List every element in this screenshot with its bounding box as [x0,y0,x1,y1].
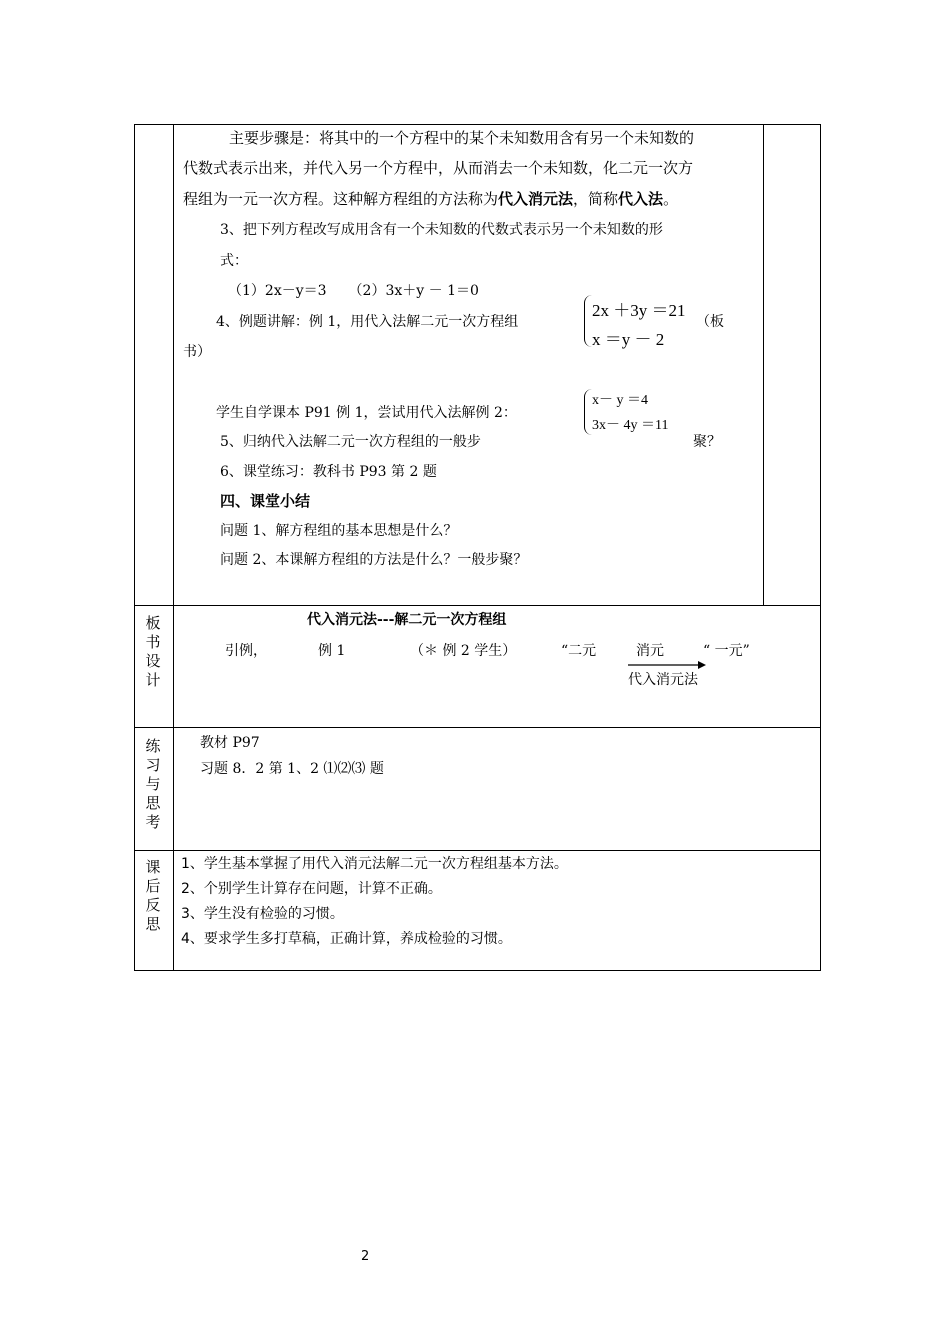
board-arrow [628,660,706,670]
side-column-divider [763,124,764,606]
reflection-item: 1、学生基本掌握了用代入消元法解二元一次方程组基本方法。 [181,856,568,872]
board-example-2: （＊ 例 2 学生） [410,643,517,659]
self-study-text: 学生自学课本 P91 例 1，尝试用代入法解例 2： [216,405,517,421]
row-divider-1 [134,605,821,606]
item-5-suffix: 聚？ [693,434,721,450]
equation-1: 2x－y＝3 [264,283,327,299]
equation-2: 3x＋y － 1＝0 [385,283,479,299]
board-action: 消元 [636,643,664,659]
item-4-text: 4、例题讲解：例 1，用代入法解二元一次方程组 [216,314,519,330]
practice-line-1: 教材 P97 [200,735,260,751]
term-substitution-elimination: 代入消元法 [498,190,574,208]
equation-1-label: （1） [228,283,265,299]
reflection-item: 4、要求学生多打草稿，正确计算，养成检验的习惯。 [181,931,512,947]
procedure-paragraph-line3 [183,189,678,209]
row-divider-2 [134,727,821,728]
heading-summary: 四、课堂小结 [220,492,311,510]
table-border-left [134,124,135,971]
practice-line-2: 习题 8．2 第 1、2 ⑴⑵⑶ 题 [200,761,384,777]
term-substitution-method: 代入法 [618,190,664,208]
reflection-label: 课后反思 [145,858,161,933]
question-1: 问题 1、解方程组的基本思想是什么？ [220,523,458,539]
system-2-equation-2: 3x－ 4y ＝11 [592,418,669,433]
item-5-text: 5、归纳代入法解二元一次方程组的一般步 [220,434,481,450]
paragraph-text: 。 [663,190,679,208]
label-column-divider [173,124,174,971]
board-to: “ 一元” [703,643,750,659]
board-intro: 引例， [225,643,267,659]
item-4-line2: 书） [183,344,211,360]
board-method: 代入消元法 [628,672,698,688]
item-3-line1: 3、把下列方程改写成用含有一个未知数的代数式表示另一个未知数的形 [220,222,663,238]
board-design-title: 代入消元法---解二元一次方程组 [307,612,507,628]
item-3-line2: 式： [220,253,248,269]
board-from: “二元 [561,643,597,659]
equation-row [228,281,479,301]
equation-2-label: （2） [348,283,386,299]
board-example-1: 例 1 [318,643,346,659]
table-border-right [820,124,821,971]
question-2: 问题 2、本课解方程组的方法是什么？一般步聚？ [220,552,528,568]
reflection-item: 3、学生没有检验的习惯。 [181,906,344,922]
system-1-equation-2: x ＝y － 2 [592,330,665,349]
procedure-paragraph-line1: 主要步骤是：将其中的一个方程中的某个未知数用含有另一个未知数的 [229,129,695,147]
system-2-equation-1: x－ y ＝4 [592,393,648,408]
board-design-label: 板书设计 [145,614,161,689]
table-border-top [134,124,821,125]
page-number: 2 [361,1249,370,1264]
procedure-paragraph-line2: 代数式表示出来，并代入另一个方程中，从而消去一个未知数，化二元一次方 [183,159,694,177]
reflection-item: 2、个别学生计算存在问题，计算不正确。 [181,881,442,897]
paragraph-text: 程组为一元一次方程。这种解方程组的方法称为 [183,190,499,208]
item-4-suffix: （板 [696,314,724,330]
paragraph-text: ，简称 [573,190,619,208]
row-divider-3 [134,850,821,851]
table-border-bottom [134,970,821,971]
item-6-text: 6、课堂练习：教科书 P93 第 2 题 [220,464,437,480]
system-1-equation-1: 2x ＋3y ＝21 [592,301,686,320]
practice-label: 练习与思考 [145,737,161,831]
